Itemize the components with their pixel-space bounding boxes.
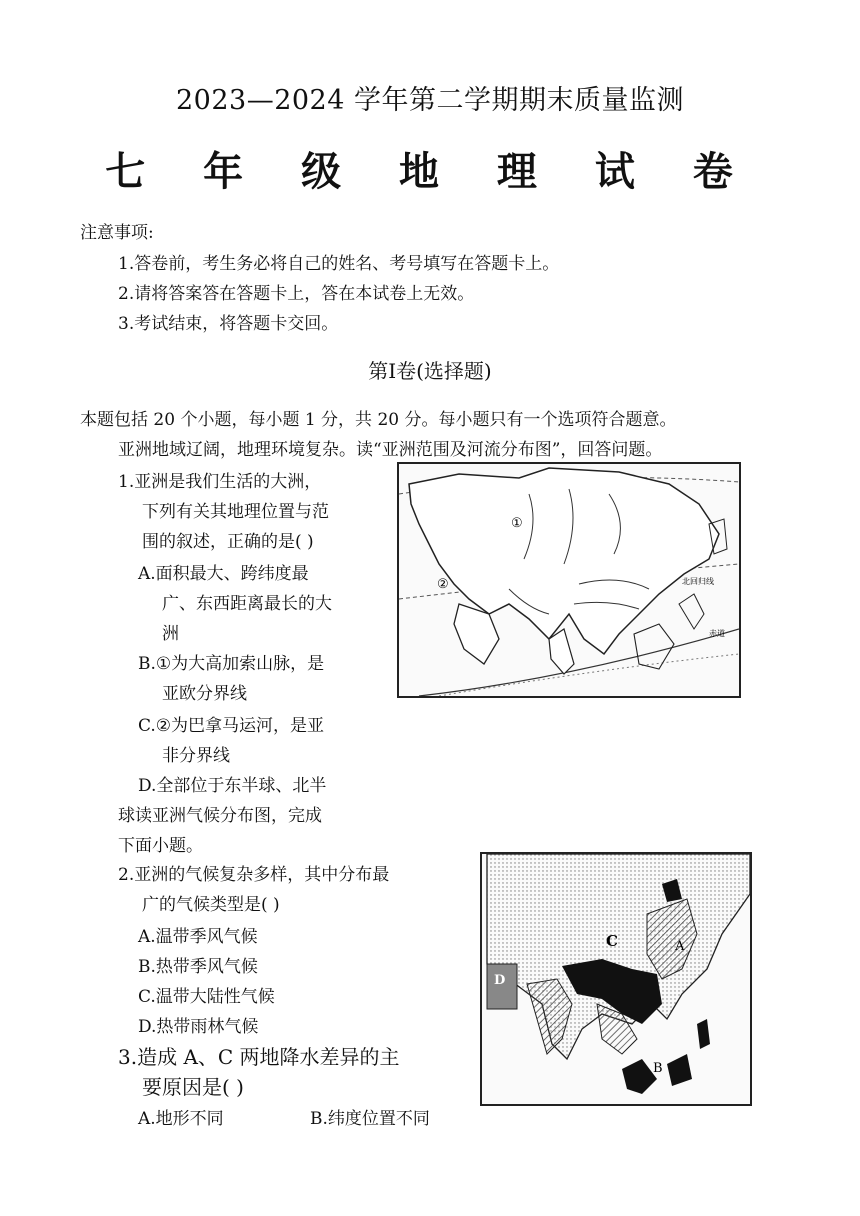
q1-tail-line: 下面小题。	[118, 836, 203, 856]
q3-option-a: A.地形不同	[138, 1109, 224, 1129]
group-intro: 亚洲地域辽阔，地理环境复杂。读“亚洲范围及河流分布图”，回答问题。	[118, 440, 663, 460]
q2-option: C.温带大陆性气候	[138, 987, 275, 1007]
q1-option-b-cont: 亚欧分界线	[162, 684, 247, 704]
section-title: 第Ⅰ卷(选择题)	[368, 359, 492, 383]
region-c-label: C	[606, 932, 618, 950]
q1-option-c: C.②为巴拿马运河，是亚	[138, 716, 325, 736]
notice-item: 1.答卷前，考生务必将自己的姓名、考号填写在答题卡上。	[118, 254, 560, 274]
notice-item: 3.考试结束，将答题卡交回。	[118, 314, 339, 334]
notice-heading: 注意事项:	[80, 223, 154, 243]
q2-option: B.热带季风气候	[138, 957, 258, 977]
exam-title: 2023—2024 学年第二学期期末质量监测	[175, 85, 684, 116]
region-d-label: D	[494, 973, 506, 988]
exam-subject: 七 年 级 地 理 试 卷	[105, 148, 755, 195]
q2-stem-line: 广的气候类型是( )	[142, 895, 280, 915]
equator-label: 赤道	[709, 629, 725, 638]
q1-option-d: D.全部位于东半球、北半	[138, 776, 327, 796]
marker-1-label: ①	[511, 516, 523, 531]
q1-option-a-cont: 洲	[162, 624, 179, 644]
climate-map-graphic	[482, 854, 750, 1104]
notice-item: 2.请将答案答在答题卡上，答在本试卷上无效。	[118, 284, 475, 304]
asia-climate-map	[480, 852, 752, 1106]
q1-option-a: A.面积最大、跨纬度最	[138, 564, 309, 584]
q3-option-b: B.纬度位置不同	[310, 1109, 430, 1129]
asia-map-graphic	[399, 464, 739, 696]
q2-option: A.温带季风气候	[138, 927, 258, 947]
q1-stem-line: 围的叙述，正确的是( )	[142, 532, 314, 552]
region-a-label: A	[675, 939, 685, 954]
q1-option-b: B.①为大高加索山脉，是	[138, 654, 325, 674]
marker-2-label: ②	[437, 577, 449, 592]
asia-range-river-map	[397, 462, 741, 698]
section-intro: 本题包括 20 个小题，每小题 1 分，共 20 分。每小题只有一个选项符合题意。	[80, 410, 677, 430]
q3-stem-line: 要原因是( )	[142, 1075, 244, 1099]
q3-stem-line: 3.造成 A、C 两地降水差异的主	[118, 1045, 400, 1069]
q1-tail-line: 球读亚洲气候分布图，完成	[118, 806, 322, 826]
q2-option: D.热带雨林气候	[138, 1017, 259, 1037]
q1-stem-line: 下列有关其地理位置与范	[142, 502, 329, 522]
q1-option-c-cont: 非分界线	[162, 746, 230, 766]
region-b-label: B	[653, 1061, 663, 1076]
q1-option-a-cont: 广、东西距离最长的大	[162, 594, 332, 614]
q1-stem-line: 1.亚洲是我们生活的大洲，	[118, 472, 322, 492]
q2-stem-line: 2.亚洲的气候复杂多样，其中分布最	[118, 865, 390, 885]
tropic-label: 北回归线	[682, 577, 714, 586]
